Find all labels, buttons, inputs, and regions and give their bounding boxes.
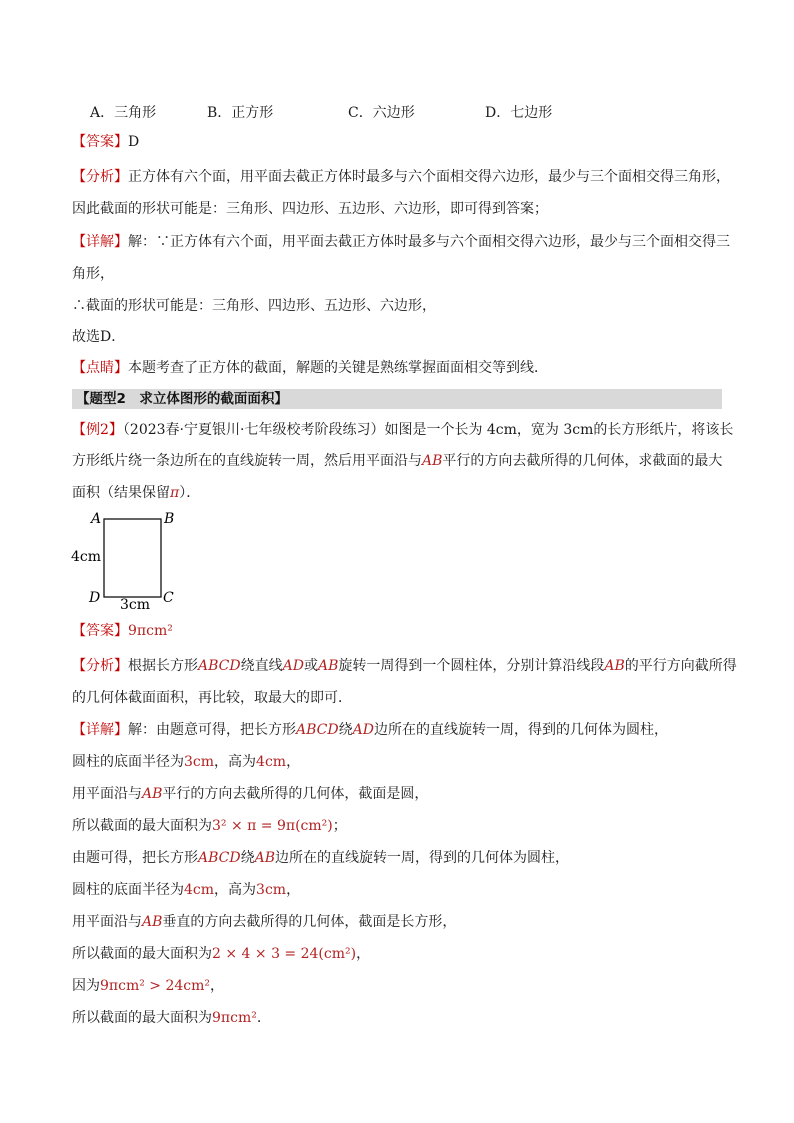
- text: 平行的方向去截所得的几何体，截面是圆，: [162, 786, 429, 802]
- text: 垂直的方向去截所得的几何体，截面是长方形，: [162, 914, 457, 930]
- analysis-tag: 【分析】: [72, 169, 128, 185]
- rectangle-abcd: [104, 519, 161, 597]
- example-tag: 【例2】: [72, 422, 123, 438]
- q2-statement-l3: [72, 483, 200, 503]
- math-ab: AB: [422, 453, 443, 469]
- section-heading: [72, 389, 722, 409]
- math-ab: AB: [604, 658, 625, 674]
- text: ，: [286, 754, 301, 770]
- q2-analysis: [72, 656, 737, 676]
- label-bottom-length: 3cm: [120, 597, 151, 613]
- q1-detail-l2: 角形，: [72, 266, 114, 282]
- q1-analysis-cont: 因此截面的形状可能是：三角形、四边形、五边形、六边形，即可得到答案；: [72, 201, 548, 217]
- label-b: B: [164, 511, 175, 527]
- q2-detail-l6: [72, 880, 300, 900]
- math-circle-area: 3² × π = 9π(cm²): [212, 818, 333, 834]
- text: 边所在的直线旋转一周，得到的几何体为圆柱，: [373, 722, 668, 738]
- answer-value: 9πcm²: [128, 623, 173, 639]
- math-ab: AB: [317, 658, 339, 674]
- text: 绕: [240, 850, 255, 866]
- text: 或: [303, 658, 318, 674]
- option-b: B．正方形: [207, 105, 274, 121]
- detail-tag: 【详解】: [72, 234, 128, 250]
- q2-detail-l1: [72, 720, 668, 740]
- q2-detail-l4: [72, 816, 347, 836]
- q2-detail-l10: [72, 1008, 261, 1028]
- label-a: A: [91, 511, 102, 527]
- option-d: D．七边形: [485, 105, 553, 121]
- text: .: [256, 1010, 262, 1026]
- q2-detail-l5: [72, 848, 569, 868]
- q2-statement-l1: [72, 420, 733, 440]
- math-pi: π: [170, 485, 180, 501]
- text: ，: [286, 882, 301, 898]
- q1-comment: [72, 358, 548, 378]
- text: 由题可得，把长方形: [72, 850, 198, 866]
- q1-analysis: [72, 167, 730, 187]
- q2-detail-l8: [72, 944, 370, 964]
- analysis-tag: 【分析】: [72, 658, 128, 674]
- text: ，: [356, 946, 371, 962]
- q2-detail-l7: [72, 912, 456, 932]
- analysis-text: 正方体有六个面，用平面去截正方体时最多与六个面相交得六边形，最少与三个面相交得三角形，: [128, 169, 730, 185]
- math-abcd: ABCD: [198, 658, 241, 674]
- text: 绕: [338, 722, 353, 738]
- text: 的平行方向截所得: [624, 658, 737, 674]
- rectangle-figure: [70, 508, 190, 613]
- q2-analysis-cont: 的几何体截面面积，再比较，取最大的即可．: [72, 690, 352, 706]
- text: 用平面沿与: [72, 786, 142, 802]
- text: 用平面沿与: [72, 914, 142, 930]
- math-abcd: ABCD: [198, 850, 241, 866]
- text: 边所在的直线旋转一周，得到的几何体为圆柱，: [275, 850, 570, 866]
- comment-tag: 【点睛】: [72, 360, 128, 376]
- math-ab: AB: [142, 786, 163, 802]
- text: ；: [332, 818, 347, 834]
- detail-text: 解：∵正方体有六个面，用平面去截正方体时最多与六个面相交得六边形，最少与三个面相交得三: [128, 234, 730, 250]
- q2-text-l2a: 方形纸片绕一条边所在的直线旋转一周，然后用平面沿与: [72, 453, 422, 469]
- text: 圆柱的底面半径为: [72, 754, 184, 770]
- math-ad: AD: [282, 658, 304, 674]
- answer-tag: 【答案】: [72, 134, 128, 150]
- section-title: 【题型2 求立体图形的截面面积】: [76, 391, 288, 407]
- text: 因为: [72, 978, 100, 994]
- detail-tag: 【详解】: [72, 722, 128, 738]
- q2-answer: [72, 621, 173, 641]
- math-rect-area: 2 × 4 × 3 = 24(cm²): [212, 946, 357, 962]
- math-ab: AB: [142, 914, 163, 930]
- math-height: 3cm: [256, 882, 287, 898]
- answer-tag: 【答案】: [72, 623, 128, 639]
- text: 圆柱的底面半径为: [72, 882, 184, 898]
- q2-statement-l2: [72, 451, 722, 471]
- q1-detail-l4: 故选D．: [72, 329, 126, 345]
- q2-text-l3b: ）．: [179, 485, 201, 501]
- q1-detail: [72, 232, 730, 252]
- text: 所以截面的最大面积为: [72, 946, 212, 962]
- text: 所以截面的最大面积为: [72, 818, 212, 834]
- text: 绕直线: [240, 658, 283, 674]
- answer-value: D: [128, 134, 140, 150]
- q2-detail-l2: [72, 752, 300, 772]
- text: ，高为: [214, 754, 257, 770]
- comment-text: 本题考查了正方体的截面，解题的关键是熟练掌握面面相交等到线．: [128, 360, 548, 376]
- label-d: D: [89, 590, 101, 606]
- math-comparison: 9πcm² > 24cm²: [100, 978, 211, 994]
- math-radius: 4cm: [184, 882, 215, 898]
- math-radius: 3cm: [184, 754, 215, 770]
- label-side-length: 4cm: [71, 549, 102, 565]
- q2-text-l1: （2023春·宁夏银川·七年级校考阶段练习）如图是一个长为 4cm，宽为 3cm的长方形纸片，将该长: [122, 422, 734, 438]
- q1-answer: [72, 132, 139, 152]
- option-a: A．三角形: [90, 105, 157, 121]
- text: ，高为: [214, 882, 257, 898]
- math-ab: AB: [254, 850, 276, 866]
- text: 解：由题意可得，把长方形: [128, 722, 296, 738]
- math-ad: AD: [352, 722, 374, 738]
- option-c: C．六边形: [348, 105, 415, 121]
- text: ，: [210, 978, 225, 994]
- text: 根据长方形: [128, 658, 198, 674]
- math-final-area: 9πcm²: [212, 1010, 257, 1026]
- math-height: 4cm: [256, 754, 287, 770]
- q2-text-l2b: 平行的方向去截所得的几何体，求截面的最大: [442, 453, 723, 469]
- q1-detail-l3: ∴截面的形状可能是：三角形、四边形、五边形、六边形，: [72, 298, 436, 314]
- math-abcd: ABCD: [296, 722, 339, 738]
- label-c: C: [163, 590, 174, 606]
- q2-detail-l9: [72, 976, 224, 996]
- text: 所以截面的最大面积为: [72, 1010, 212, 1026]
- q2-text-l3a: 面积（结果保留: [72, 485, 170, 501]
- text: 旋转一周得到一个圆柱体，分别计算沿线段: [338, 658, 605, 674]
- q2-detail-l3: [72, 784, 428, 804]
